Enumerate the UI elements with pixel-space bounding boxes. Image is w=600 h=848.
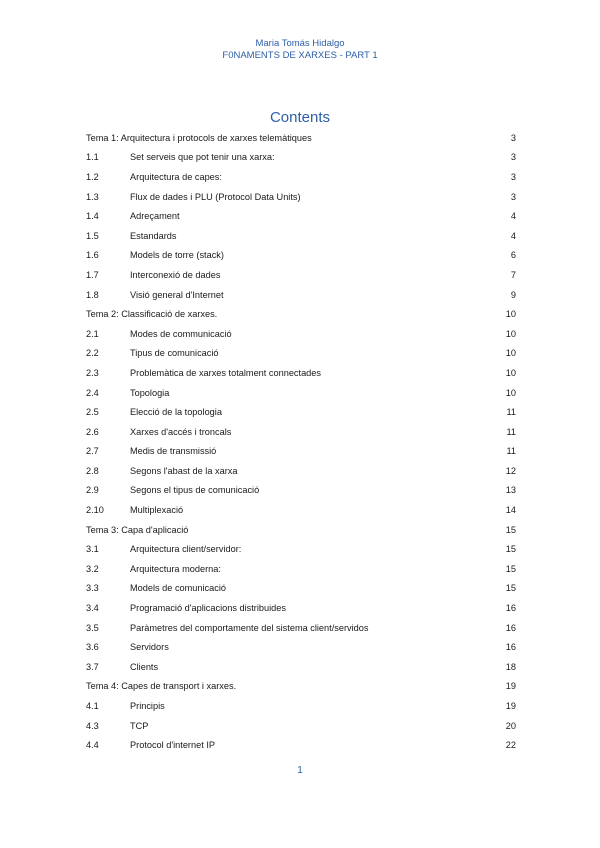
toc-entry-number: 3.6 [86,642,99,653]
toc-entry-label: Modes de communicació [130,328,232,339]
toc-entry-number: 3.3 [86,583,99,594]
toc-entry-page: 16 [505,603,516,614]
toc-entry-label: Clients [130,661,159,672]
toc-section-entry[interactable] [86,344,516,364]
toc-entry-label: Servidors [130,642,169,653]
toc-entry-number: 4.4 [86,740,99,751]
toc-entry-label: Adreçament [130,211,180,222]
toc-section-entry[interactable] [86,716,516,736]
toc-entry-number: 4.3 [86,720,99,731]
toc-entry-number: 1.8 [86,289,99,300]
toc-entry-label: Tipus de comunicació [130,348,219,359]
author-name: Maria Tomás Hidalgo [255,38,345,49]
toc-entry-label: Models de comunicació [130,583,227,594]
toc-entry-page: 13 [505,485,516,496]
toc-entry-page: 15 [505,563,516,574]
toc-section-entry[interactable] [86,187,516,207]
toc-chapter-entry[interactable] [86,304,516,324]
toc-entry-page: 10 [505,328,516,339]
toc-entry-number: 2.9 [86,485,99,496]
toc-section-entry[interactable] [86,442,516,462]
toc-entry-page: 16 [505,622,516,633]
toc-section-entry[interactable] [86,148,516,168]
toc-entry-label: Principis [130,701,165,712]
table-of-contents [86,128,516,755]
toc-entry-page: 9 [510,289,516,300]
toc-entry-page: 11 [506,446,516,457]
toc-entry-label: Visió general d'Internet [130,289,224,300]
toc-section-entry[interactable] [86,735,516,755]
toc-entry-label: Tema 4: Capes de transport i xarxes. [86,681,237,692]
toc-entry-number: 3.2 [86,563,99,574]
toc-entry-label: Tema 3: Capa d'aplicació [86,524,189,535]
toc-entry-page: 10 [505,309,516,320]
document-title: F0NAMENTS DE XARXES - PART 1 [222,50,378,61]
page-header [0,38,600,62]
toc-entry-page: 4 [510,230,516,241]
toc-chapter-entry[interactable] [86,677,516,697]
toc-entry-page: 11 [506,426,516,437]
toc-entry-number: 1.2 [86,171,99,182]
toc-section-entry[interactable] [86,226,516,246]
toc-section-entry[interactable] [86,657,516,677]
toc-section-entry[interactable] [86,246,516,266]
toc-section-entry[interactable] [86,539,516,559]
toc-entry-number: 1.7 [86,269,99,280]
toc-entry-label: Arquitectura client/servidor: [130,544,242,555]
toc-entry-label: Xarxes d'accés i troncals [130,426,232,437]
toc-entry-label: TCP [130,720,149,731]
toc-entry-page: 15 [505,544,516,555]
toc-entry-page: 22 [505,740,516,751]
toc-section-entry[interactable] [86,481,516,501]
toc-entry-page: 15 [505,583,516,594]
toc-section-entry[interactable] [86,559,516,579]
toc-entry-label: Interconexió de dades [130,269,221,280]
toc-entry-page: 10 [505,367,516,378]
toc-entry-number: 2.3 [86,367,99,378]
toc-entry-number: 1.5 [86,230,99,241]
toc-entry-page: 3 [510,132,516,143]
toc-section-entry[interactable] [86,579,516,599]
toc-entry-page: 14 [505,505,516,516]
toc-entry-label: Multiplexació [130,505,184,516]
toc-entry-label: Medis de transmissió [130,446,217,457]
toc-entry-number: 3.1 [86,544,99,555]
toc-entry-label: Segons el tipus de comunicació [130,485,260,496]
toc-entry-number: 1.4 [86,211,99,222]
toc-entry-number: 2.6 [86,426,99,437]
toc-entry-page: 11 [506,407,516,418]
toc-section-entry[interactable] [86,363,516,383]
toc-entry-page: 16 [505,642,516,653]
toc-entry-label: Tema 2: Classificació de xarxes. [86,309,218,320]
toc-entry-page: 3 [510,191,516,202]
toc-chapter-entry[interactable] [86,128,516,148]
toc-entry-label: Segons l'abast de la xarxa [130,465,238,476]
toc-entry-page: 15 [505,524,516,535]
toc-entry-page: 4 [510,211,516,222]
toc-entry-page: 10 [505,387,516,398]
toc-entry-label: Set serveis que pot tenir una xarxa: [130,152,275,163]
toc-entry-number: 2.4 [86,387,99,398]
toc-entry-page: 7 [510,269,516,280]
toc-entry-label: Paràmetres del comportamente del sistema client/servidos [130,622,369,633]
toc-entry-number: 4.1 [86,701,99,712]
toc-entry-page: 19 [505,681,516,692]
toc-entry-number: 3.5 [86,622,99,633]
toc-entry-number: 2.2 [86,348,99,359]
toc-section-entry[interactable] [86,618,516,638]
toc-chapter-entry[interactable] [86,520,516,540]
toc-entry-page: 3 [510,171,516,182]
toc-entry-number: 1.3 [86,191,99,202]
toc-entry-number: 1.1 [86,152,99,163]
toc-entry-page: 18 [505,661,516,672]
toc-entry-page: 20 [505,720,516,731]
toc-entry-number: 2.1 [86,328,99,339]
toc-entry-label: Programació d'aplicacions distribuides [130,603,286,614]
toc-entry-number: 2.7 [86,446,99,457]
toc-entry-label: Flux de dades i PLU (Protocol Data Units) [130,191,301,202]
toc-entry-label: Protocol d'internet IP [130,740,215,751]
toc-entry-label: Tema 1: Arquitectura i protocols de xarxes telemàtiques [86,132,312,143]
toc-entry-number: 2.5 [86,407,99,418]
toc-section-entry[interactable] [86,285,516,305]
toc-entry-label: Arquitectura moderna: [130,563,221,574]
toc-entry-label: Elecció de la topologia [130,407,222,418]
toc-entry-number: 2.8 [86,465,99,476]
page-number: 1 [297,765,303,776]
toc-entry-number: 3.7 [86,661,99,672]
toc-section-entry[interactable] [86,422,516,442]
toc-section-entry[interactable] [86,206,516,226]
toc-entry-label: Arquitectura de capes: [130,171,222,182]
toc-section-entry[interactable] [86,402,516,422]
toc-entry-number: 2.10 [86,505,104,516]
toc-section-entry[interactable] [86,696,516,716]
toc-entry-page: 6 [510,250,516,261]
toc-section-entry[interactable] [86,637,516,657]
toc-entry-label: Estandards [130,230,177,241]
toc-entry-label: Topologia [130,387,170,398]
toc-entry-page: 19 [505,701,516,712]
contents-heading: Contents [269,109,331,126]
toc-section-entry[interactable] [86,598,516,618]
toc-entry-number: 1.6 [86,250,99,261]
toc-entry-page: 10 [505,348,516,359]
toc-entry-number: 3.4 [86,603,99,614]
toc-section-entry[interactable] [86,461,516,481]
toc-section-entry[interactable] [86,167,516,187]
toc-section-entry[interactable] [86,500,516,520]
toc-section-entry[interactable] [86,324,516,344]
toc-section-entry[interactable] [86,383,516,403]
toc-entry-label: Problemàtica de xarxes totalment connectades [130,367,321,378]
toc-entry-page: 3 [510,152,516,163]
toc-entry-page: 12 [505,465,516,476]
toc-section-entry[interactable] [86,265,516,285]
toc-entry-label: Models de torre (stack) [130,250,224,261]
